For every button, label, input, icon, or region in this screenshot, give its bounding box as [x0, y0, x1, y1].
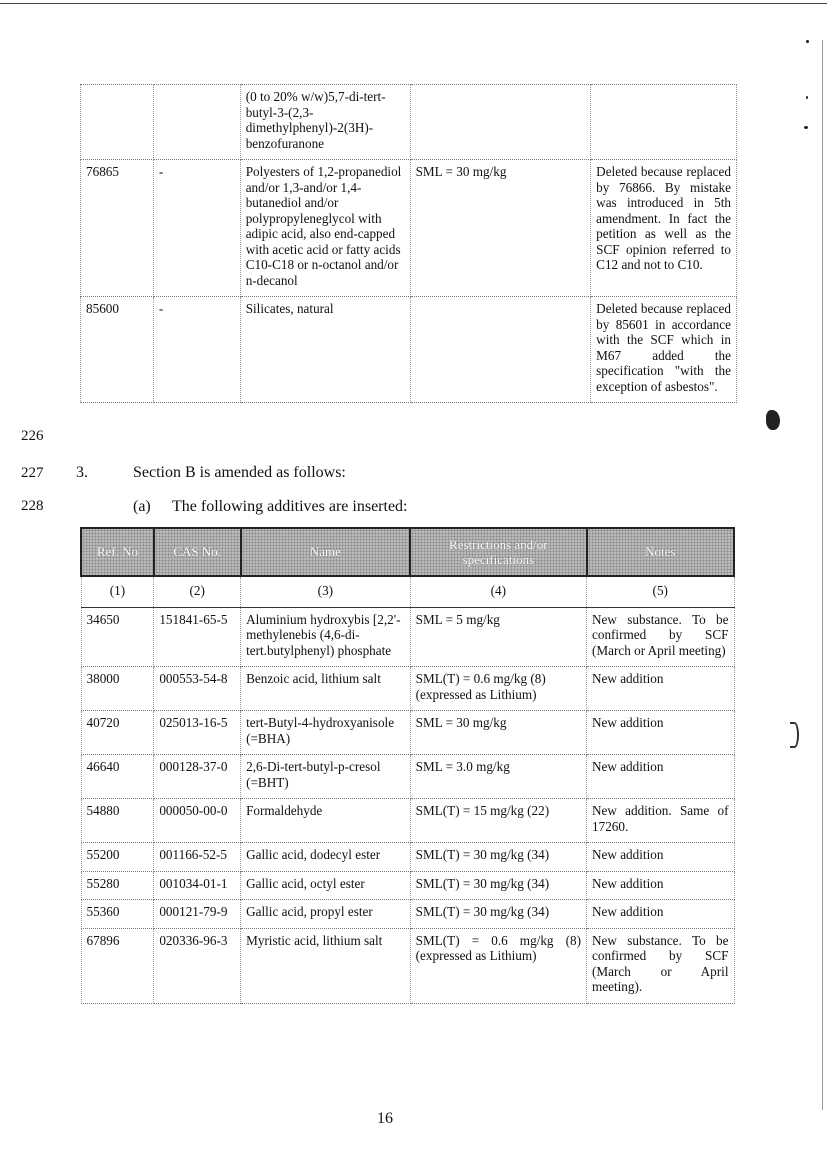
scan-blot	[790, 722, 799, 748]
ref-cell: 55360	[81, 900, 154, 929]
ref-cell: 46640	[81, 755, 154, 799]
cas-cell: -	[153, 297, 240, 403]
scan-speck	[806, 96, 808, 99]
additives-table	[80, 527, 735, 1004]
header-notes: Notes	[587, 528, 735, 576]
column-number: (4)	[410, 576, 586, 607]
cas-cell: 000128-37-0	[154, 755, 241, 799]
notes-cell: New substance. To be confirmed by SCF (March or April meeting)	[587, 607, 735, 667]
column-number-row	[81, 576, 734, 607]
name-cell: Aluminium hydroxybis [2,2'-methylenebis (4,6-di-tert.butylphenyl) phosphate	[241, 607, 411, 667]
name-cell: 2,6-Di-tert-butyl-p-cresol (=BHT)	[241, 755, 411, 799]
ref-cell: 54880	[81, 799, 154, 843]
restrictions-cell: SML(T) = 15 mg/kg (22)	[410, 799, 586, 843]
scan-speck	[806, 40, 809, 43]
notes-cell: Deleted because replaced by 85601 in accordance with the SCF which in M67 added the specification "with the exception of asbestos".	[591, 297, 737, 403]
name-cell: (0 to 20% w/w)5,7-di-tert-butyl-3-(2,3-dimethylphenyl)-2(3H)-benzofuranone	[240, 85, 410, 160]
scan-blot	[766, 410, 780, 430]
restrictions-cell: SML = 30 mg/kg	[410, 160, 591, 297]
ref-cell: 55280	[81, 871, 154, 900]
cas-cell: 000121-79-9	[154, 900, 241, 929]
name-cell: Formaldehyde	[241, 799, 411, 843]
ref-cell: 55200	[81, 843, 154, 872]
notes-cell: New addition	[587, 711, 735, 755]
name-cell: Benzoic acid, lithium salt	[241, 667, 411, 711]
name-cell: Gallic acid, dodecyl ester	[241, 843, 411, 872]
header-restrictions: Restrictions and/or specifications	[410, 528, 586, 576]
table-row	[81, 843, 734, 872]
restrictions-cell: SML(T) = 0.6 mg/kg (8) (expressed as Lithium)	[410, 928, 586, 1003]
ref-cell: 40720	[81, 711, 154, 755]
name-cell: tert-Butyl-4-hydroxyanisole (=BHA)	[241, 711, 411, 755]
header-cas: CAS No.	[154, 528, 241, 576]
column-number: (1)	[81, 576, 154, 607]
restrictions-cell	[410, 297, 591, 403]
column-number: (5)	[587, 576, 735, 607]
table-row	[81, 297, 737, 403]
restrictions-cell: SML(T) = 0.6 mg/kg (8) (expressed as Lithium)	[410, 667, 586, 711]
notes-cell: New addition	[587, 900, 735, 929]
section-number: 3.	[76, 464, 88, 481]
header-row	[81, 528, 734, 576]
table-row	[81, 85, 737, 160]
notes-cell: Deleted because replaced by 76866. By mistake was introduced in 5th amendment. In fact the petition as well as the SCF opinion referred to C12 and not to C10.	[591, 160, 737, 297]
table-row	[81, 607, 734, 667]
section-text: Section B is amended as follows:	[133, 464, 346, 481]
right-margin-rule	[822, 40, 823, 1110]
scan-speck	[804, 126, 808, 129]
top-rule	[0, 3, 827, 4]
table-row	[81, 900, 734, 929]
cas-cell: 001034-01-1	[154, 871, 241, 900]
name-cell: Silicates, natural	[240, 297, 410, 403]
cas-cell: 151841-65-5	[154, 607, 241, 667]
table-row	[81, 799, 734, 843]
notes-cell: New addition	[587, 871, 735, 900]
cas-cell: 000050-00-0	[154, 799, 241, 843]
cas-cell: 000553-54-8	[154, 667, 241, 711]
line-number: 228	[21, 498, 44, 514]
table-row	[81, 755, 734, 799]
table-row	[81, 667, 734, 711]
line-number: 227	[21, 465, 44, 481]
subsection-number: (a)	[133, 498, 151, 515]
ref-cell: 34650	[81, 607, 154, 667]
notes-cell: New substance. To be confirmed by SCF (March or April meeting).	[587, 928, 735, 1003]
restrictions-cell: SML = 3.0 mg/kg	[410, 755, 586, 799]
subsection-text: The following additives are inserted:	[172, 498, 408, 515]
restrictions-cell: SML(T) = 30 mg/kg (34)	[410, 843, 586, 872]
header-name: Name	[241, 528, 411, 576]
cas-cell: 025013-16-5	[154, 711, 241, 755]
notes-cell: New addition	[587, 843, 735, 872]
ref-cell: 38000	[81, 667, 154, 711]
notes-cell	[591, 85, 737, 160]
restrictions-cell: SML = 30 mg/kg	[410, 711, 586, 755]
ref-cell: 67896	[81, 928, 154, 1003]
cas-cell: 020336-96-3	[154, 928, 241, 1003]
column-number: (2)	[154, 576, 241, 607]
column-number: (3)	[241, 576, 411, 607]
restrictions-cell: SML(T) = 30 mg/kg (34)	[410, 871, 586, 900]
table-row	[81, 871, 734, 900]
table-row	[81, 160, 737, 297]
ref-cell: 85600	[81, 297, 154, 403]
ref-cell	[81, 85, 154, 160]
restrictions-cell	[410, 85, 591, 160]
cas-cell: 001166-52-5	[154, 843, 241, 872]
table-row	[81, 711, 734, 755]
table-row	[81, 928, 734, 1003]
restrictions-cell: SML(T) = 30 mg/kg (34)	[410, 900, 586, 929]
restrictions-cell: SML = 5 mg/kg	[410, 607, 586, 667]
notes-cell: New addition	[587, 667, 735, 711]
name-cell: Gallic acid, octyl ester	[241, 871, 411, 900]
ref-cell: 76865	[81, 160, 154, 297]
name-cell: Gallic acid, propyl ester	[241, 900, 411, 929]
page-number: 16	[377, 1110, 393, 1127]
header-ref: Ref. No	[81, 528, 154, 576]
notes-cell: New addition	[587, 755, 735, 799]
name-cell: Myristic acid, lithium salt	[241, 928, 411, 1003]
cas-cell: -	[153, 160, 240, 297]
line-number: 226	[21, 428, 44, 444]
cas-cell	[153, 85, 240, 160]
notes-cell: New addition. Same of 17260.	[587, 799, 735, 843]
continued-table	[80, 84, 737, 403]
name-cell: Polyesters of 1,2-propanediol and/or 1,3-and/or 1,4-butanediol and/or polypropyleneglycol with adipic acid, also end-capped with acetic acid or fatty acids C10-C18 or n-octanol and/or n-decanol	[240, 160, 410, 297]
